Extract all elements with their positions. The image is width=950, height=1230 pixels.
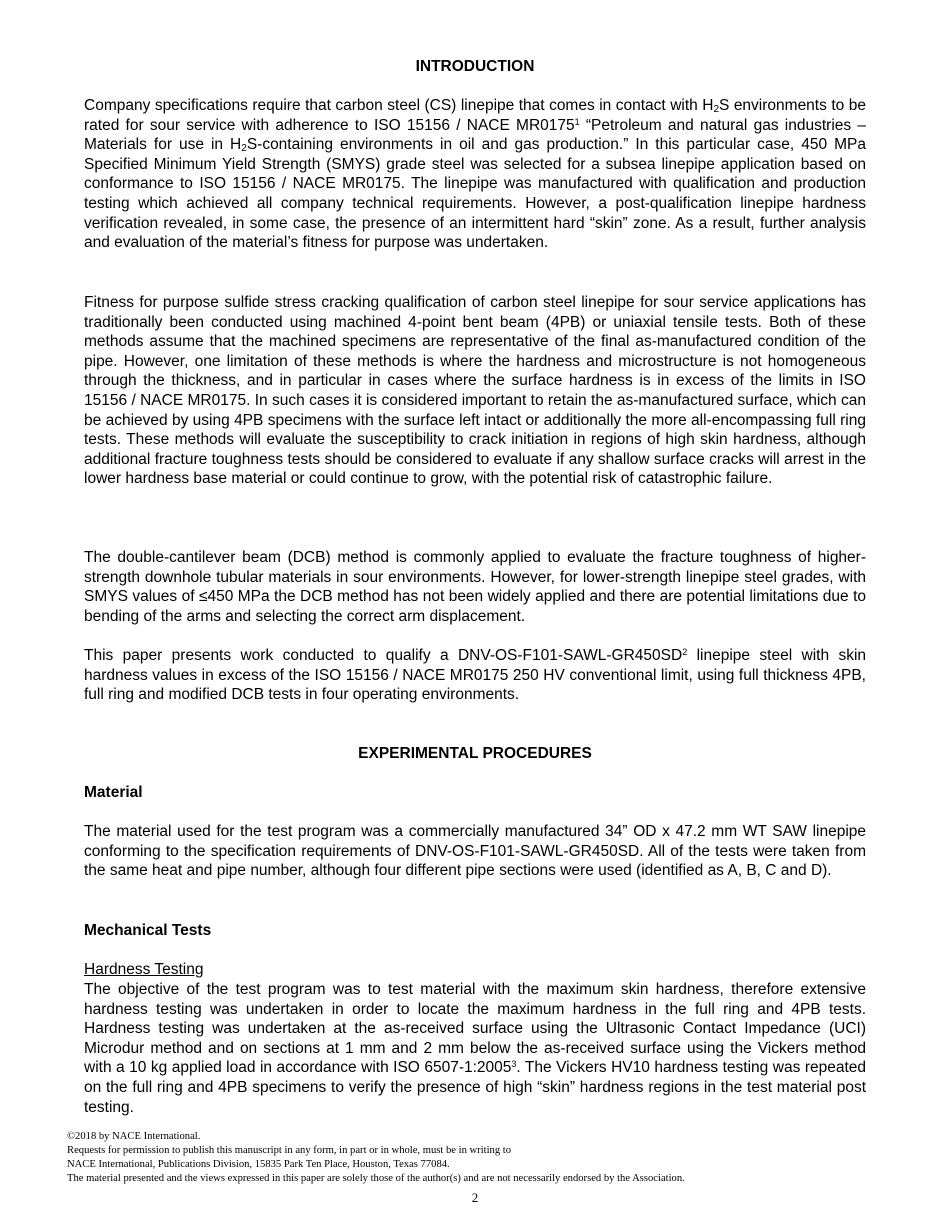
page-number: 2 — [471, 1190, 479, 1205]
intro-paragraph-2: Fitness for purpose sulfide stress cracking qualification of carbon steel linepipe for sour service applications has traditionally been conducted using machined 4-point bent beam (4PB) or uniaxial tensile tests. Both of these methods assume that the machined specimens are representative of the final as-manufactured condition of the pipe. However, one limitation of these methods is where the hardness and microstructure is not homogeneous through the thickness, and in particular in cases where the surface hardness is in excess of the limits in ISO 15156 / NACE MR0175. In such cases it is considered important to retain the as-manufactured surface, which can be achieved by using 4PB specimens with the surface left intact or additionally the more all-encompassing full ring tests. These methods will evaluate the susceptibility to crack initiation in regions of high skin hardness, although additional fracture toughness tests should be considered to evaluate if any shallow surface cracks will arrest in the lower hardness base material or could continue to grow, with the potential risk of catastrophic failure. — [84, 294, 866, 488]
material-heading: Material — [84, 784, 143, 801]
hardness-paragraph: The objective of the test program was to test material with the maximum skin hardness, therefore extensive hardness testing was undertaken in order to locate the maximum hardness in the full ring and 4PB tests. Hardness testing was undertaken at the as-received surface using the Ultrasonic Contact Impedance (UCI) Microdur method and on sections at 1 mm and 2 mm below the as-received surface using the Vickers method with a 10 kg applied load in accordance with ISO 6507-1:2005$^3$. The Vickers HV10 hardness testing was repeated on the full ring and 4PB specimens to verify the presence of high “skin” hardness regions in the test material post testing. — [84, 981, 867, 1116]
intro-paragraph-1: Company specifications require that carbon steel (CS) linepipe that comes in contact with $H_2S$ environments to be rated for sour service with adherence to ISO 15156 / NACE MR0175$^1$ “Petroleum and natural gas industries – Materials for use in $H_2S$-containing environments in oil and gas production.” In this particular case, 450 MPa Specified Minimum Yield Strength (SMYS) grade steel was selected for a subsea linepipe application based on conformance to ISO 15156 / NACE MR0175. The linepipe was manufactured with qualification and production testing which achieved all company technical requirements. However, a post-qualification linepipe hardness verification revealed, in some case, the presence of an intermittent hard “skin” zone. As a result, further analysis and evaluation of the material’s fitness for purpose was undertaken. — [84, 97, 866, 252]
intro-paragraph-3: The double-cantilever beam (DCB) method is commonly applied to evaluate the fracture toughness of higher-strength downhole tubular materials in sour environments. However, for lower-strength linepipe steel grades, with SMYS values of ≤450 MPa the DCB method has not been widely applied and there are potential limitations due to bending of the arms and selecting the correct arm displacement. — [84, 549, 866, 625]
mechanical-tests-heading: Mechanical Tests — [84, 922, 212, 939]
footer-address: NACE International, Publications Division, 15835 Park Ten Place, Houston, Texas 77084. — [67, 1159, 450, 1170]
footer-permission: Requests for permission to publish this manuscript in any form, in part or in whole, must be in writing to — [67, 1145, 512, 1156]
hardness-testing-heading: Hardness Testing — [84, 961, 204, 978]
material-paragraph: The material used for the test program was a commercially manufactured 34” OD x 47.2 mm WT SAW linepipe conforming to the specification requirements of DNV-OS-F101-SAWL-GR450SD. All of the tests were taken from the same heat and pipe number, although four different pipe sections were used (identified as A, B, C and D). — [84, 823, 866, 880]
footer-disclaimer: The material presented and the views expressed in this paper are solely those of the author(s) and are not necessarily endorsed by the Association. — [67, 1173, 685, 1184]
intro-paragraph-4: This paper presents work conducted to qualify a DNV-$OS-F101-SAWL-GR450SD^2$ linepipe steel with skin hardness values in excess of the ISO 15156 / NACE MR0175 250 HV conventional limit, using full thickness 4PB, full ring and modified DCB tests in four operating environments. — [84, 647, 867, 704]
copyright-footer — [67, 1130, 887, 1186]
experimental-procedures-heading: EXPERIMENTAL PROCEDURES — [358, 745, 592, 762]
footer-copyright: ©2018 by NACE International. — [67, 1131, 201, 1142]
introduction-heading: INTRODUCTION — [415, 58, 535, 75]
